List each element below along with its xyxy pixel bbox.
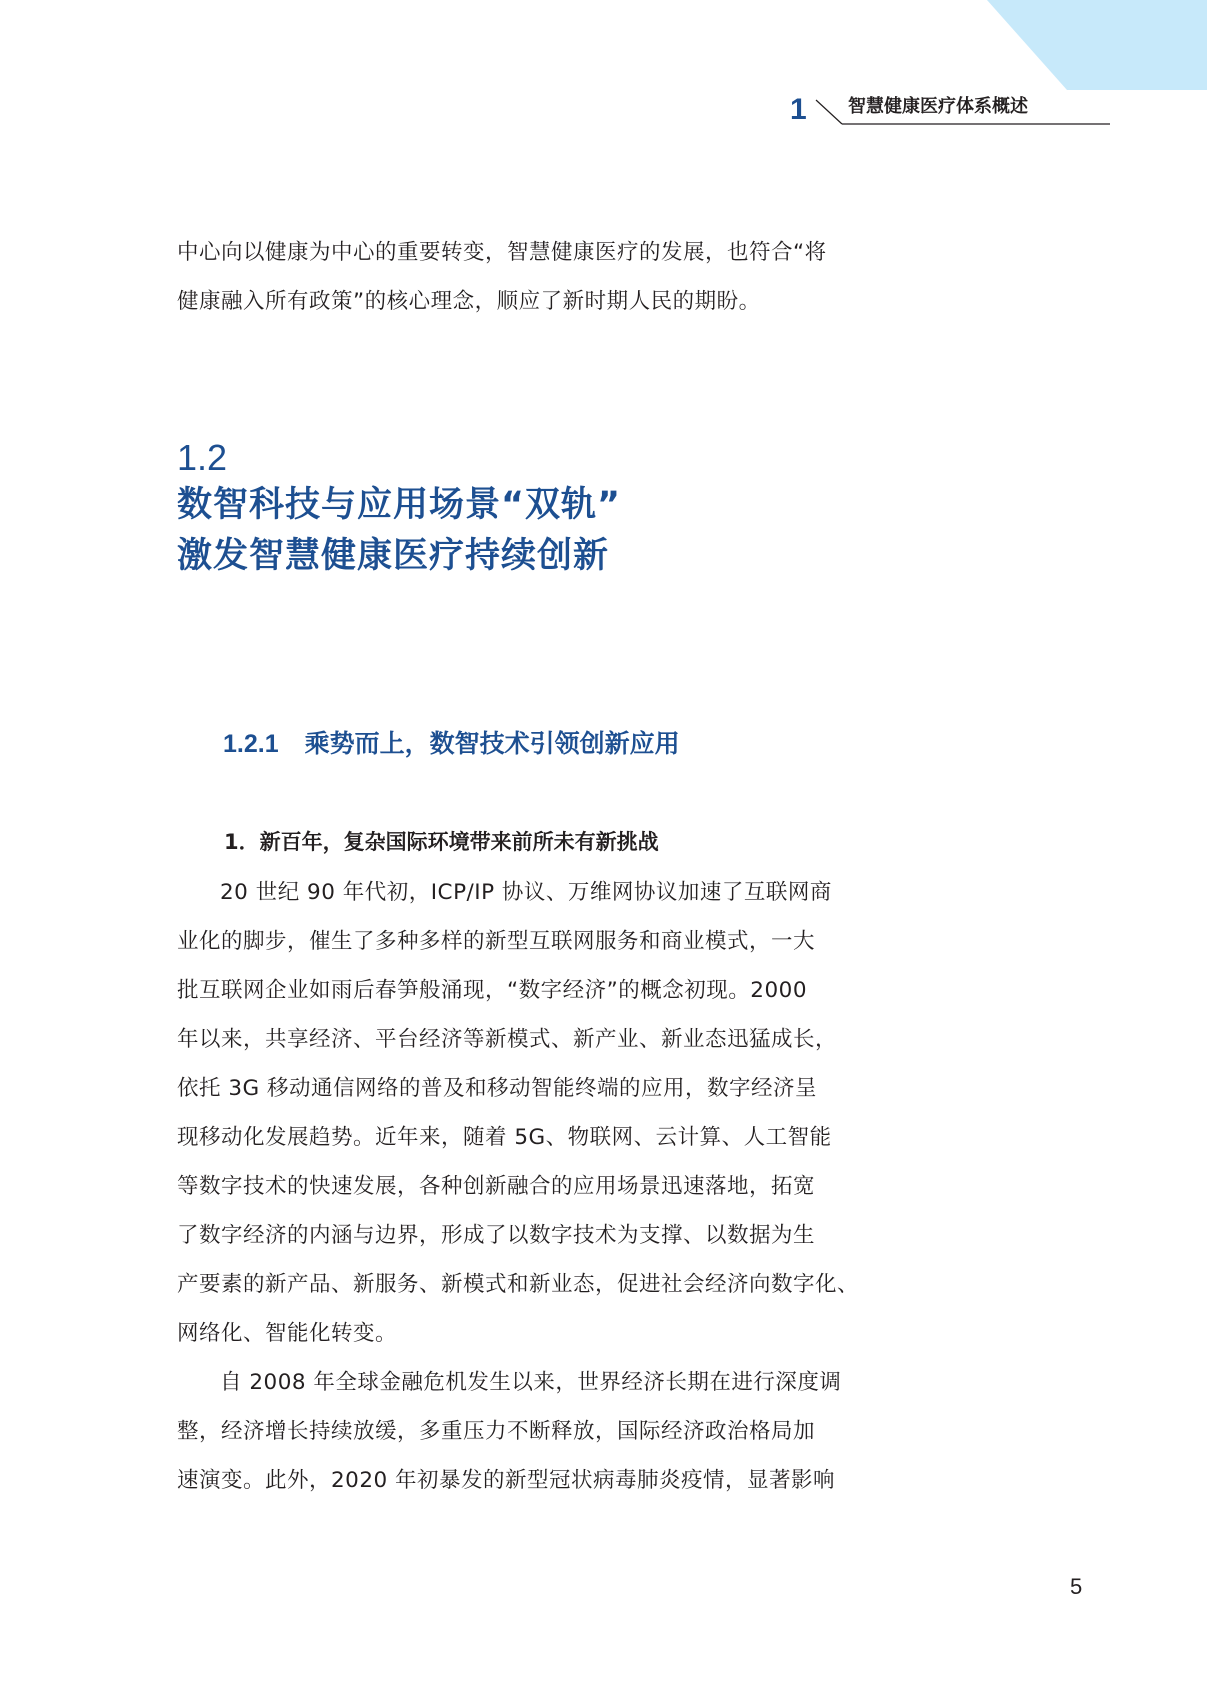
intro-paragraph [177, 228, 872, 326]
paragraph-line: 批互联网企业如雨后春笋般涌现，“数字经济”的概念初现。2000 [177, 978, 807, 1003]
paragraph-line: 自 2008 年全球金融危机发生以来，世界经济长期在进行深度调 [220, 1370, 842, 1395]
paragraph-line: 年以来，共享经济、平台经济等新模式、新产业、新业态迅猛成长， [177, 1027, 838, 1052]
chapter-title: 智慧健康医疗体系概述 [848, 96, 1028, 117]
corner-decoration [987, 0, 1207, 90]
subsection-number: 1.2.1 [223, 730, 279, 758]
subsection-title: 乘势而上，数智技术引领创新应用 [304, 729, 680, 758]
section-heading [177, 436, 621, 582]
paragraph-line: 产要素的新产品、新服务、新模式和新业态，促进社会经济向数字化、 [177, 1272, 860, 1297]
body-paragraph-2 [177, 1358, 872, 1505]
paragraph-line: 速演变。此外，2020 年初暴发的新型冠状病毒肺炎疫情，显著影响 [177, 1468, 836, 1493]
paragraph-line: 等数字技术的快速发展，各种创新融合的应用场景迅速落地，拓宽 [177, 1174, 816, 1199]
body-paragraph-1 [177, 868, 872, 1358]
paragraph-line: 了数字经济的内涵与边界，形成了以数字技术为支撑、以数据为生 [177, 1223, 816, 1248]
paragraph-line: 整，经济增长持续放缓，多重压力不断释放，国际经济政治格局加 [177, 1419, 816, 1444]
intro-line: 中心向以健康为中心的重要转变，智慧健康医疗的发展，也符合“将 [177, 240, 827, 265]
paragraph-line: 依托 3G 移动通信网络的普及和移动智能终端的应用，数字经济呈 [177, 1076, 818, 1101]
chapter-number: 1 [790, 93, 807, 126]
paragraph-line: 网络化、智能化转变。 [177, 1321, 398, 1346]
section-number: 1.2 [177, 437, 228, 478]
intro-line: 健康融入所有政策”的核心理念，顺应了新时期人民的期盼。 [177, 289, 761, 314]
paragraph-line: 20 世纪 90 年代初，ICP/IP 协议、万维网协议加速了互联网商 [220, 880, 832, 905]
section-title-line-2: 激发智慧健康医疗持续创新 [177, 536, 610, 576]
subsection-heading [223, 726, 680, 762]
running-header [790, 92, 1090, 128]
paragraph-line: 业化的脚步，催生了多种多样的新型互联网服务和商业模式，一大 [177, 929, 816, 954]
paragraph-line: 现移动化发展趋势。近年来，随着 5G、物联网、云计算、人工智能 [177, 1125, 832, 1150]
section-title-line-1: 数智科技与应用场景“双轨” [177, 485, 622, 525]
page-number: 5 [1070, 1574, 1083, 1599]
item-heading: 1．新百年，复杂国际环境带来前所未有新挑战 [224, 830, 659, 854]
